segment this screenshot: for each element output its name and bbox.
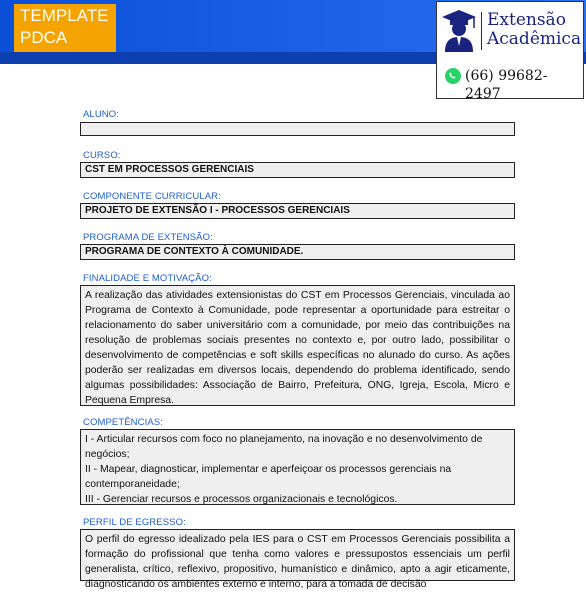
competencias-label: COMPETÊNCIAS:: [83, 417, 163, 428]
competencia-item: I - Articular recursos com foco no planejamento, na inovação e no desenvolvimento de negócios;: [85, 434, 483, 460]
aluno-label: ALUNO:: [83, 109, 119, 120]
finalidade-label: FINALIDADE E MOTIVAÇÃO:: [83, 273, 212, 284]
curso-label: CURSO:: [83, 150, 121, 161]
finalidade-field[interactable]: A realização das atividades extensionistas do CST em Processos Gerenciais, vinculada ao Programa de Contexto à Comunidade, pode representar a oportunidade para estreitar o relacionamento do saber universitário com a comunidade, por meio das contribuições na resolução de problemas sociais presentes no contexto e, por outro lado, possibilitar o desenvolvimento de competências e soft skills específicas no alunado do curso. As ações poderão ser realizadas em diversos locais, dependendo do problema identificado, sendo algumas possibilidades: Associação de Bairro, Prefeitura, ONG, Igreja, Escola, Micro e Pequena Empresa.: [80, 285, 515, 406]
graduate-icon: [441, 8, 477, 52]
programa-label: PROGRAMA DE EXTENSÃO:: [83, 232, 213, 243]
competencias-field[interactable]: [80, 429, 515, 505]
whatsapp-icon: [445, 68, 461, 84]
phone-number: (66) 99682-2497: [465, 68, 548, 102]
brand-logo-box: [436, 1, 584, 102]
brand-name-line2: Acadêmica: [487, 29, 582, 49]
programa-field[interactable]: PROGRAMA DE CONTEXTO À COMUNIDADE.: [80, 244, 515, 260]
template-title-line1: TEMPLATE: [20, 6, 109, 25]
perfil-field[interactable]: O perfil do egresso idealizado pela IES para o CST em Processos Gerenciais possibilita a formação do profissional que tenha como valores e pressupostos essenciais um perfil generalista, crítico, reflexivo, propositivo, humanístico e dinâmico, apto a agir eticamente, diagnosticando os ambientes externo e interno, para a tomada de decisão: [80, 529, 515, 581]
brand-name-line1: Extensão: [487, 10, 566, 30]
template-title-line2: PDCA: [20, 28, 68, 47]
logo-divider: [481, 12, 482, 50]
template-badge: [14, 4, 116, 52]
perfil-label: PERFIL DE EGRESSO:: [83, 517, 186, 528]
componente-field[interactable]: PROJETO DE EXTENSÃO I - PROCESSOS GERENCIAIS: [80, 203, 515, 219]
competencia-item: II - Mapear, diagnosticar, implementar e aperfeiçoar os processos gerenciais na contemporaneidade;: [85, 464, 452, 490]
competencia-item: III - Gerenciar recursos e processos organizacionais e tecnológicos.: [85, 494, 398, 505]
curso-field[interactable]: CST EM PROCESSOS GERENCIAIS: [80, 162, 515, 178]
aluno-field[interactable]: [80, 122, 515, 136]
componente-label: COMPONENTE CURRICULAR:: [83, 191, 221, 202]
